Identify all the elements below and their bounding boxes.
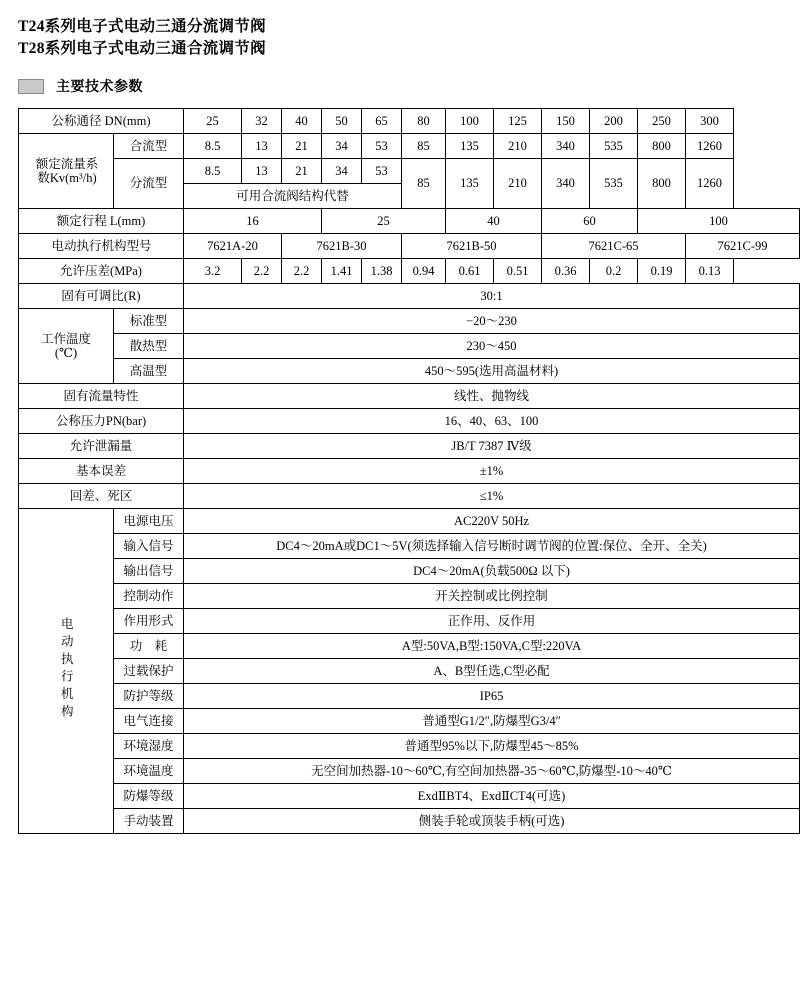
row-label-rangeability: 固有可调比(R) <box>19 284 184 309</box>
actuator-item-name-5: 功 耗 <box>114 634 184 659</box>
table-row-actuator-8 <box>19 709 800 734</box>
kv-split-8: 340 <box>542 159 590 209</box>
actuator-item-value-6: A、B型任选,C型必配 <box>184 659 800 684</box>
dn-value-2: 40 <box>282 109 322 134</box>
actuator-item-value-5: A型:50VA,B型:150VA,C型:220VA <box>184 634 800 659</box>
rangeability-value: 30:1 <box>184 284 800 309</box>
actuator-item-value-8: 普通型G1/2″,防爆型G3/4″ <box>184 709 800 734</box>
kv-merge-1: 13 <box>242 134 282 159</box>
pdiff-2: 2.2 <box>282 259 322 284</box>
row-label-kv <box>19 134 114 209</box>
table-row-actuator-1 <box>19 534 800 559</box>
row-label-basic-error: 基本误差 <box>19 459 184 484</box>
actuator-model-2: 7621B-50 <box>402 234 542 259</box>
pdiff-9: 0.2 <box>590 259 638 284</box>
table-row-pressure-diff <box>19 259 800 284</box>
row-label-temperature <box>19 309 114 384</box>
table-row-actuator-11 <box>19 784 800 809</box>
kv-merge-4: 53 <box>362 134 402 159</box>
pdiff-8: 0.36 <box>542 259 590 284</box>
table-row-actuator-7 <box>19 684 800 709</box>
temp-name-0: 标准型 <box>114 309 184 334</box>
section-header <box>18 76 790 96</box>
nominal-pressure-value: 16、40、63、100 <box>184 409 800 434</box>
table-row-temp-high <box>19 359 800 384</box>
temp-value-0: −20～230 <box>184 309 800 334</box>
dn-value-6: 100 <box>446 109 494 134</box>
pdiff-1: 2.2 <box>242 259 282 284</box>
table-row-dn <box>19 109 800 134</box>
actuator-item-name-2: 输出信号 <box>114 559 184 584</box>
pdiff-6: 0.61 <box>446 259 494 284</box>
row-label-temperature-line1: 工作温度 <box>40 331 91 346</box>
temp-name-2: 高温型 <box>114 359 184 384</box>
pdiff-3: 1.41 <box>322 259 362 284</box>
actuator-item-name-7: 防护等级 <box>114 684 184 709</box>
dn-value-4: 65 <box>362 109 402 134</box>
table-row-hysteresis <box>19 484 800 509</box>
actuator-item-name-0: 电源电压 <box>114 509 184 534</box>
table-row-temp-heatsink <box>19 334 800 359</box>
table-row-actuator-9 <box>19 734 800 759</box>
actuator-model-4: 7621C-99 <box>686 234 800 259</box>
table-row-actuator-5 <box>19 634 800 659</box>
kv-split-5: 85 <box>402 159 446 209</box>
dn-value-9: 200 <box>590 109 638 134</box>
row-label-actuator: 电动执行机构型号 <box>19 234 184 259</box>
table-row-leakage <box>19 434 800 459</box>
hysteresis-value: ≤1% <box>184 484 800 509</box>
flow-characteristic-value: 线性、抛物线 <box>184 384 800 409</box>
stroke-value-3: 60 <box>542 209 638 234</box>
table-row-kv-split <box>19 159 800 184</box>
basic-error-value: ±1% <box>184 459 800 484</box>
kv-merge-8: 340 <box>542 134 590 159</box>
dn-value-8: 150 <box>542 109 590 134</box>
row-label-pressure-diff: 允许压差(MPa) <box>19 259 184 284</box>
kv-merge-9: 535 <box>590 134 638 159</box>
row-label-stroke: 额定行程 L(mm) <box>19 209 184 234</box>
row-label-nominal-pressure: 公称压力PN(bar) <box>19 409 184 434</box>
kv-merge-6: 135 <box>446 134 494 159</box>
table-row-actuator-12 <box>19 809 800 834</box>
actuator-model-3: 7621C-65 <box>542 234 686 259</box>
spec-table <box>18 108 800 834</box>
actuator-item-value-7: IP65 <box>184 684 800 709</box>
temp-value-1: 230～450 <box>184 334 800 359</box>
kv-merge-0: 8.5 <box>184 134 242 159</box>
kv-split-4: 53 <box>362 159 402 184</box>
stroke-value-4: 100 <box>638 209 800 234</box>
table-row-actuator-0 <box>19 509 800 534</box>
dn-value-7: 125 <box>494 109 542 134</box>
kv-merge-label: 合流型 <box>114 134 184 159</box>
row-label-temperature-line2: (℃) <box>54 346 78 360</box>
kv-merge-7: 210 <box>494 134 542 159</box>
row-label-flow-characteristic: 固有流量特性 <box>19 384 184 409</box>
kv-split-2: 21 <box>282 159 322 184</box>
section-title: 主要技术参数 <box>56 80 143 95</box>
title-line-1: T24系列电子式电动三通分流调节阀 <box>18 18 266 35</box>
row-label-actuator-block-text: 电动执行机构 <box>59 616 74 722</box>
row-label-dn: 公称通径 DN(mm) <box>19 109 184 134</box>
row-label-kv-line1: 额定流量系 <box>35 156 99 171</box>
actuator-item-value-4: 正作用、反作用 <box>184 609 800 634</box>
pdiff-0: 3.2 <box>184 259 242 284</box>
actuator-item-name-10: 环境温度 <box>114 759 184 784</box>
table-row-basic-error <box>19 459 800 484</box>
dn-value-1: 32 <box>242 109 282 134</box>
leakage-value: JB/T 7387 Ⅳ级 <box>184 434 800 459</box>
actuator-item-value-2: DC4～20mA(负载500Ω 以下) <box>184 559 800 584</box>
kv-split-7: 210 <box>494 159 542 209</box>
actuator-item-name-8: 电气连接 <box>114 709 184 734</box>
dn-value-0: 25 <box>184 109 242 134</box>
kv-split-10: 800 <box>638 159 686 209</box>
kv-split-note: 可用合流阀结构代替 <box>184 184 402 209</box>
table-row-actuator-10 <box>19 759 800 784</box>
actuator-item-name-11: 防爆等级 <box>114 784 184 809</box>
pdiff-10: 0.19 <box>638 259 686 284</box>
actuator-item-value-3: 开关控制或比例控制 <box>184 584 800 609</box>
title-line-2: T28系列电子式电动三通合流调节阀 <box>18 40 266 57</box>
stroke-value-1: 25 <box>322 209 446 234</box>
actuator-item-name-3: 控制动作 <box>114 584 184 609</box>
kv-merge-11: 1260 <box>686 134 734 159</box>
actuator-model-1: 7621B-30 <box>282 234 402 259</box>
row-label-kv-line2: 数Kv(m³/h) <box>37 171 97 185</box>
actuator-item-value-11: ExdⅡBT4、ExdⅡCT4(可选) <box>184 784 800 809</box>
stroke-value-2: 40 <box>446 209 542 234</box>
kv-split-6: 135 <box>446 159 494 209</box>
row-label-leakage: 允许泄漏量 <box>19 434 184 459</box>
table-row-actuator-4 <box>19 609 800 634</box>
pdiff-11: 0.13 <box>686 259 734 284</box>
table-row-actuator-3 <box>19 584 800 609</box>
row-label-actuator-block <box>19 509 114 834</box>
pdiff-7: 0.51 <box>494 259 542 284</box>
table-row-actuator-6 <box>19 659 800 684</box>
kv-merge-2: 21 <box>282 134 322 159</box>
temp-value-2: 450～595(选用高温材料) <box>184 359 800 384</box>
actuator-item-value-12: 侧装手轮或顶装手柄(可选) <box>184 809 800 834</box>
actuator-item-name-12: 手动装置 <box>114 809 184 834</box>
table-row-kv-merge <box>19 134 800 159</box>
kv-split-0: 8.5 <box>184 159 242 184</box>
kv-split-1: 13 <box>242 159 282 184</box>
dn-value-3: 50 <box>322 109 362 134</box>
table-row-actuator-2 <box>19 559 800 584</box>
stroke-value-0: 16 <box>184 209 322 234</box>
kv-merge-10: 800 <box>638 134 686 159</box>
actuator-item-name-1: 输入信号 <box>114 534 184 559</box>
dn-value-5: 80 <box>402 109 446 134</box>
actuator-item-name-6: 过载保护 <box>114 659 184 684</box>
row-label-hysteresis: 回差、死区 <box>19 484 184 509</box>
kv-split-11: 1260 <box>686 159 734 209</box>
kv-split-9: 535 <box>590 159 638 209</box>
temp-name-1: 散热型 <box>114 334 184 359</box>
table-row-actuator-model <box>19 234 800 259</box>
table-row-temp-standard <box>19 309 800 334</box>
kv-split-3: 34 <box>322 159 362 184</box>
table-row-stroke <box>19 209 800 234</box>
actuator-item-name-9: 环境湿度 <box>114 734 184 759</box>
document-title <box>18 16 790 60</box>
actuator-item-value-10: 无空间加热器-10～60℃,有空间加热器-35～60℃,防爆型-10～40℃ <box>184 759 800 784</box>
section-marker-icon <box>18 79 44 94</box>
actuator-item-value-0: AC220V 50Hz <box>184 509 800 534</box>
dn-value-10: 250 <box>638 109 686 134</box>
table-row-flow-characteristic <box>19 384 800 409</box>
actuator-item-value-1: DC4～20mA或DC1～5V(须选择输入信号断时调节阀的位置:保位、全开、全关) <box>184 534 800 559</box>
table-row-nominal-pressure <box>19 409 800 434</box>
kv-merge-5: 85 <box>402 134 446 159</box>
pdiff-5: 0.94 <box>402 259 446 284</box>
actuator-item-name-4: 作用形式 <box>114 609 184 634</box>
actuator-model-0: 7621A-20 <box>184 234 282 259</box>
kv-merge-3: 34 <box>322 134 362 159</box>
table-row-rangeability <box>19 284 800 309</box>
actuator-item-value-9: 普通型95%以下,防爆型45～85% <box>184 734 800 759</box>
dn-value-11: 300 <box>686 109 734 134</box>
kv-split-label: 分流型 <box>114 159 184 209</box>
pdiff-4: 1.38 <box>362 259 402 284</box>
